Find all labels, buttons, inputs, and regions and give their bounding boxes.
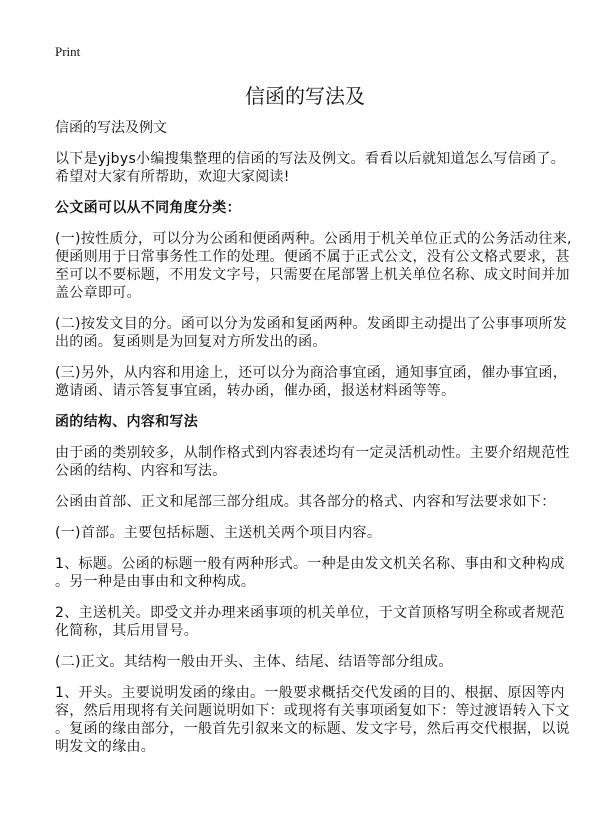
text-line: (一)按性质分，可以分为公函和便函两种。公函用于机关单位正式的公务活动往来, (55, 231, 572, 247)
text-line: 2、主送机关。即受文并办理来函事项的机关单位，于文首顶格写明全称或者规范 (55, 605, 565, 621)
text-line: 出的函。复函则是为回复对方所发出的函。 (55, 334, 327, 350)
text-line: 容，然后用现将有关问题说明如下：或现将有关事项函复如下：等过渡语转入下文 (55, 703, 570, 719)
paragraph (55, 493, 555, 511)
document-subtitle: 信函的写法及例文 (55, 120, 167, 136)
text-line: (一)首部。主要包括标题、主送机关两个项目内容。 (55, 525, 382, 541)
document-title: 信函的写法及 (245, 84, 365, 108)
paragraph (55, 524, 555, 542)
paragraph (55, 653, 555, 671)
text-line: 公文函可以从不同角度分类： (55, 200, 241, 216)
text-line: 便函则用于日常事务性工作的处理。便函不属于正式公文，没有公文格式要求，甚 (55, 249, 570, 265)
text-line: 盖公章即可。 (55, 285, 141, 301)
paragraph (55, 555, 565, 591)
paragraph (55, 364, 568, 400)
section-heading (55, 413, 555, 431)
paragraph (55, 230, 572, 302)
paragraph (55, 684, 570, 756)
text-line: (二)正文。其结构一般由开头、主体、结尾、结语等部分组成。 (55, 654, 453, 670)
paragraph (55, 604, 565, 640)
text-line: 。复函的缘由部分，一般首先引叙来文的标题、发文字号，然后再交代根据，以说 (55, 721, 570, 737)
text-line: 以下是yjbys小编搜集整理的信函的写法及例文。看看以后就知道怎么写信函了。 (55, 151, 566, 167)
text-line: 邀请函、请示答复事宜函，转办函，催办函，报送材料函等等。 (55, 383, 456, 399)
print-link[interactable]: Print (55, 44, 81, 59)
text-line: 公函的结构、内容和写法。 (55, 463, 227, 479)
text-line: 由于函的类别较多，从制作格式到内容表述均有一定灵活机动性。主要介绍规范性 (55, 445, 570, 461)
text-line: 1、开头。主要说明发函的缘由。一般要求概括交代发函的目的、根据、原因等内 (55, 685, 565, 701)
text-line: 至可以不要标题，不用发文字号，只需要在尾部署上机关单位名称、成文时间并加 (55, 267, 570, 283)
text-line: 函的结构、内容和写法 (55, 414, 198, 430)
section-heading (55, 199, 555, 217)
text-line: 1、标题。公函的标题一般有两种形式。一种是由发文机关名称、事由和文种构成 (55, 556, 565, 572)
document-body (55, 150, 572, 756)
text-line: (二)按发文目的分。函可以分为发函和复函两种。发函即主动提出了公事事项所发 (55, 316, 568, 332)
text-line: 希望对大家有所帮助，欢迎大家阅读! (55, 169, 290, 185)
document (55, 44, 572, 756)
text-line: 。另一种是由事由和文种构成。 (55, 574, 256, 590)
paragraph (55, 315, 568, 351)
paragraph (55, 444, 570, 480)
paragraph (55, 150, 566, 186)
text-line: 明发文的缘由。 (55, 739, 156, 755)
text-line: 公函由首部、正文和尾部三部分组成。其各部分的格式、内容和写法要求如下： (55, 494, 556, 510)
text-line: (三)另外，从内容和用途上，还可以分为商洽事宜函，通知事宜函，催办事宜函， (55, 365, 568, 381)
text-line: 化简称，其后用冒号。 (55, 623, 198, 639)
